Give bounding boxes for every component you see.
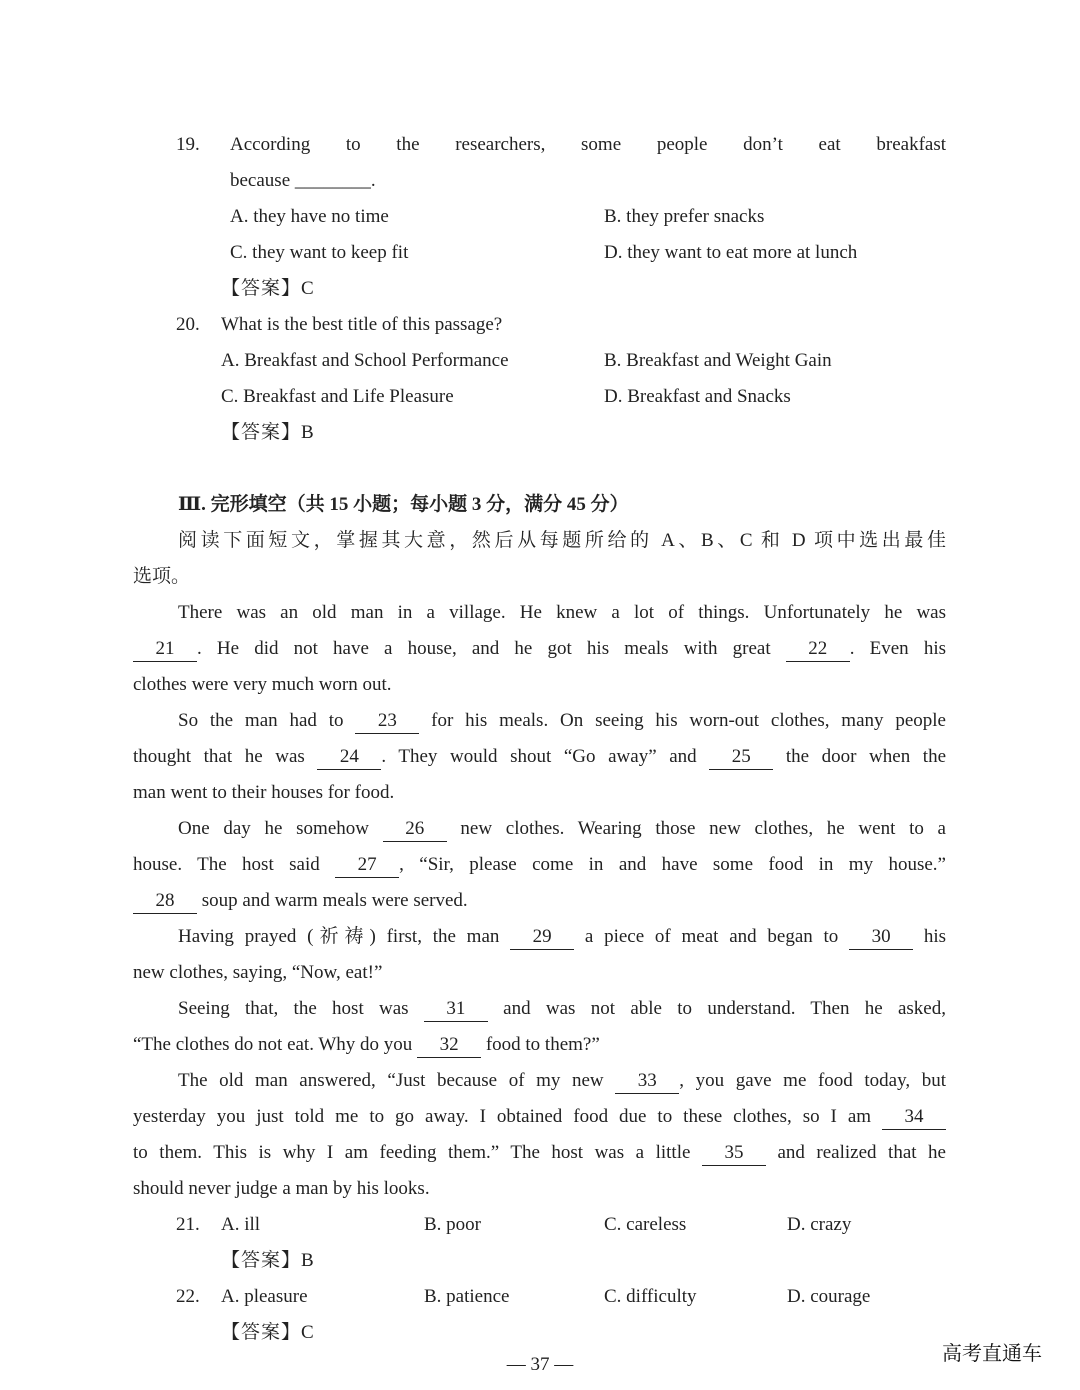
blank-23: 23 — [355, 709, 419, 734]
options-row — [133, 343, 946, 379]
option: C. they want to keep fit — [230, 242, 409, 263]
options-row — [133, 1207, 946, 1243]
answer-label: 【答案】C — [221, 278, 315, 299]
passage-line — [133, 631, 946, 667]
instruction-text: 阅读下面短文，掌握其大意，然后从每题所给的 A、B、C 和 D 项中选出最佳 — [178, 530, 946, 551]
spacer — [133, 451, 946, 487]
passage-text: One day he somehow — [178, 818, 383, 839]
passage-line — [133, 991, 946, 1027]
passage-text: a piece of meat and began to — [574, 926, 850, 947]
passage-text: . Even his — [849, 638, 946, 659]
blank-28: 28 — [133, 889, 197, 914]
passage-line — [133, 883, 946, 919]
passage-text: his — [913, 926, 946, 947]
option: A. pleasure — [221, 1286, 308, 1307]
question-number: 19. — [176, 134, 200, 155]
question-number: 21. — [176, 1214, 200, 1235]
passage-text: new clothes. Wearing those new clothes, he went to a — [446, 818, 946, 839]
instruction-text: 选项。 — [133, 566, 191, 587]
passage-text: and was not able to understand. Then he asked, — [487, 998, 946, 1019]
passage-line — [133, 847, 946, 883]
answer-line — [133, 1315, 946, 1351]
passage-text: Seeing that, the host was — [178, 998, 424, 1019]
passage-text: “The clothes do not eat. Why do you — [133, 1034, 418, 1055]
answer-label: 【答案】C — [221, 1322, 315, 1343]
passage-line — [133, 955, 946, 991]
passage-line — [133, 919, 946, 955]
passage-text: new clothes, saying, “Now, eat!” — [133, 962, 383, 983]
blank-29: 29 — [510, 925, 574, 950]
blank-35: 35 — [702, 1141, 766, 1166]
passage-text: soup and warm meals were served. — [197, 890, 468, 911]
option: B. patience — [424, 1286, 510, 1307]
option: B. they prefer snacks — [604, 206, 765, 227]
passage-line — [133, 595, 946, 631]
answer-line — [133, 415, 946, 451]
option: D. they want to eat more at lunch — [604, 242, 858, 263]
passage-text: So the man had to — [178, 710, 356, 731]
blank-22: 22 — [786, 637, 850, 662]
document-body — [133, 127, 946, 1351]
options-row — [133, 1279, 946, 1315]
answer-label: 【答案】B — [221, 1250, 315, 1271]
option: C. difficulty — [604, 1286, 697, 1307]
passage-text: Having prayed (祈祷) first, the man — [178, 926, 511, 947]
blank-33: 33 — [615, 1069, 679, 1094]
passage-text: The old man answered, “Just because of my new — [178, 1070, 616, 1091]
blank-21: 21 — [133, 637, 197, 662]
passage-text: , you gave me food today, but — [679, 1070, 946, 1091]
passage-text: house. The host said — [133, 854, 336, 875]
question-stem: What is the best title of this passage? — [221, 314, 503, 335]
passage-line — [133, 667, 946, 703]
passage-line — [133, 703, 946, 739]
option: B. poor — [424, 1214, 481, 1235]
blank-34: 34 — [882, 1105, 946, 1130]
blank-31: 31 — [424, 997, 488, 1022]
section-header-text: Ⅲ. 完形填空（共 15 小题；每小题 3 分，满分 45 分） — [178, 494, 629, 515]
option: A. they have no time — [230, 206, 389, 227]
passage-text: should never judge a man by his looks. — [133, 1178, 430, 1199]
blank-30: 30 — [849, 925, 913, 950]
answer-line — [133, 1243, 946, 1279]
option: A. ill — [221, 1214, 261, 1235]
blank-24: 24 — [317, 745, 381, 770]
passage-text: the door when the — [773, 746, 946, 767]
passage-line — [133, 1099, 946, 1135]
question-stem: According to the researchers, some people don’t eat breakfast — [230, 134, 946, 155]
section-header — [133, 487, 946, 523]
option: C. careless — [604, 1214, 687, 1235]
passage-line — [133, 739, 946, 775]
passage-line — [133, 1063, 946, 1099]
question-stem-line — [133, 127, 946, 163]
option: C. Breakfast and Life Pleasure — [221, 386, 454, 407]
instruction-line — [133, 559, 946, 595]
question-stem-line — [133, 307, 946, 343]
answer-label: 【答案】B — [221, 422, 315, 443]
passage-text: thought that he was — [133, 746, 318, 767]
question-stem-line — [133, 163, 946, 199]
passage-line — [133, 1171, 946, 1207]
passage-line — [133, 1135, 946, 1171]
blank-32: 32 — [417, 1033, 481, 1058]
option: A. Breakfast and School Performance — [221, 350, 509, 371]
blank-27: 27 — [335, 853, 399, 878]
passage-text: yesterday you just told me to go away. I obtained food due to these clothes, so I am — [133, 1106, 882, 1127]
blank-26: 26 — [383, 817, 447, 842]
passage-text: clothes were very much worn out. — [133, 674, 392, 695]
passage-text: man went to their houses for food. — [133, 782, 395, 803]
blank-25: 25 — [709, 745, 773, 770]
passage-line — [133, 1027, 946, 1063]
option: D. courage — [787, 1286, 871, 1307]
watermark: 高考直通车 — [942, 1341, 1042, 1365]
answer-line — [133, 271, 946, 307]
passage-text: , “Sir, please come in and have some food in my house.” — [399, 854, 946, 875]
passage-text: for his meals. On seeing his worn-out clothes, many people — [419, 710, 946, 731]
passage-text: food to them?” — [481, 1034, 600, 1055]
options-row — [133, 235, 946, 271]
passage-text: . He did not have a house, and he got his meals with great — [197, 638, 786, 659]
option: D. crazy — [787, 1214, 852, 1235]
option: D. Breakfast and Snacks — [604, 386, 791, 407]
instruction-line — [133, 523, 946, 559]
passage-text: and realized that he — [765, 1142, 946, 1163]
option: B. Breakfast and Weight Gain — [604, 350, 832, 371]
passage-text: There was an old man in a village. He knew a lot of things. Unfortunately he was — [178, 602, 946, 623]
passage-line — [133, 811, 946, 847]
page-number: — 37 — — [506, 1354, 574, 1375]
options-row — [133, 199, 946, 235]
options-row — [133, 379, 946, 415]
passage-text: . They would shout “Go away” and — [381, 746, 710, 767]
question-stem: because ________. — [230, 170, 376, 191]
passage-line — [133, 775, 946, 811]
question-number: 20. — [176, 314, 200, 335]
passage-text: to them. This is why I am feeding them.” The host was a little — [133, 1142, 702, 1163]
question-number: 22. — [176, 1286, 200, 1307]
